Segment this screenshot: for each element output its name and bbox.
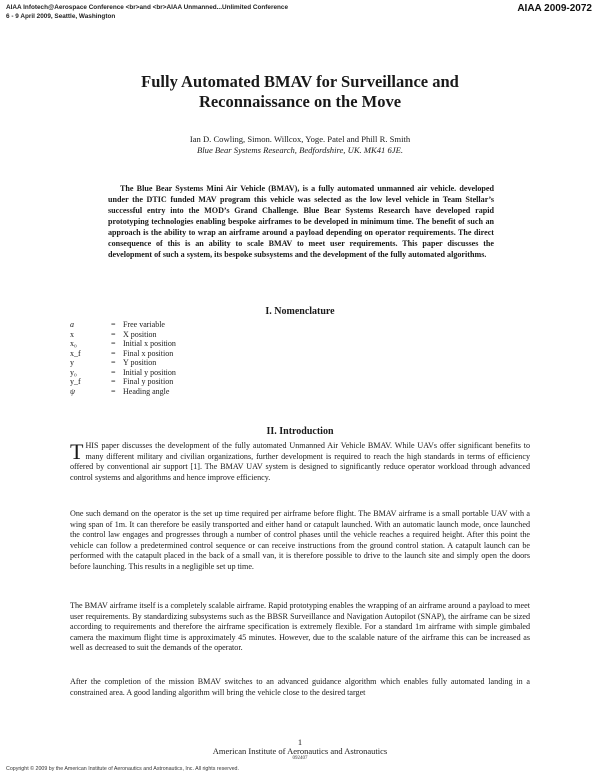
author-affiliation: Blue Bear Systems Research, Bedfordshire, UK. MK41 6JE. [197,145,403,155]
nomenclature-row [70,368,176,378]
nomenclature-equals: = [111,329,116,339]
conference-date: 6 - 9 April 2009, Seattle, Washington [6,12,116,20]
nomenclature-description: X position [123,329,157,339]
title-line-1: Fully Automated BMAV for Surveillance and [141,72,459,91]
footer-organization: American Institute of Aeronautics and Astronautics [212,746,388,756]
paper-title [60,72,540,112]
nomenclature-description: Initial x position [123,339,176,348]
author-names: Ian D. Cowling, Simon. Willcox, Yoge. Patel and Phill R. Smith [189,134,411,144]
nomenclature-description: Y position [123,358,157,367]
nomenclature-table [70,320,176,396]
abstract: The Blue Bear Systems Mini Air Vehicle (BMAV), is a fully automated unmanned air vehicle. developed under the DTIC funded MAV program this vehicle was selected as the low level vehicle in Team Stellar’s successful entry into the MOD’s Grand Challenge. Blue Bear Systems Research have developed rapid prototyping technologies enabling bespoke airframes to be developed in minimum time. The benefit of such an approach is the ability to wrap an airframe around a payload depending on operator requirements. The direct consequence of this is an ability to scale BMAV to meet user requirements. This paper discusses the development of such a system, its bespoke subsystems and the development of the fully automated algorithms. [108,184,494,259]
nomenclature-equals: = [111,358,116,367]
intro-paragraph-3: The BMAV airframe itself is a completely scalable airframe. Rapid prototyping enables the wrapping of an airframe around a payload to meet user requirements. By standardizing subsystems such as the BBSR Surveillance and Navigation Autopilot (SNAP), the airframe can be sized according to requirements and therefore the airframe specification is extremely flexible. For a standard 1m airframe with simple gimbaled camera the maximum flight time is approximately 45 minutes. However, due to the scalable nature of the airframe this can be increased as well as decreased to suit the demands of the operator. [70,601,530,652]
intro-paragraph-2: One such demand on the operator is the set up time required per airframe before flight. The BMAV airframe is a small portable UAV with a wing span of 1m. It can therefore be easily transported and either hand or catapult launched. With an automatic launch mode, once launched the control law engages and progresses through a number of control phases until the vehicle reaches a required height. After this point the vehicle can follow a predetermined control sequence or can receive instructions from the ground control station. A catapult launch can be performed with the catapult placed in the back of a small van, it is therefore possible to drive to the launch site and simply open the doors before launching. This results in a negligible set up time. [70,509,530,571]
nomenclature-description: Free variable [123,320,165,329]
nomenclature-row [70,339,176,349]
nomenclature-equals: = [111,320,116,329]
nomenclature-symbol: x₀ [70,339,77,348]
nomenclature-symbol: x [70,329,74,339]
conference-header [6,4,426,21]
nomenclature-equals: = [111,367,116,377]
page-number: 1 [297,737,303,747]
nomenclature-equals: = [111,348,116,358]
nomenclature-description: Final y position [123,377,174,386]
nomenclature-symbol: ψ [70,386,75,396]
intro-paragraph-4: After the completion of the mission BMAV switches to an advanced guidance algorithm which enables fully automated landing in a constrained area. A good landing algorithm will bring the vehicle close to the desired target [70,677,530,697]
conference-line: AIAA Infotech@Aerospace Conference <br>and <br>AIAA Unmanned...Unlimited Conference [6,4,289,11]
copyright-notice: Copyright © 2009 by the American Institute of Aeronautics and Astronautics, Inc. All rights reserved. [6,766,239,772]
nomenclature-row [70,358,176,368]
nomenclature-row [70,320,176,330]
title-line-2: Reconnaissance on the Move [198,92,402,111]
section-heading-introduction: II. Introduction [266,426,334,437]
nomenclature-row [70,349,176,359]
nomenclature-equals: = [111,386,116,396]
intro-paragraph-1-text: HIS paper discusses the development of the fully automated Unmanned Air Vehicle BMAV. While UAVs offer significant benefits to many different military and civilian organizations, further development is required to reach the high standards in terms of efficiency offered by conventional air support [1]. The BMAV UAV system is designed to significantly reduce operator workload through advanced control systems and algorithms and hence improve efficiency. [70,441,530,482]
nomenclature-symbol: a [70,320,74,329]
nomenclature-description: Initial y position [123,367,176,377]
nomenclature-description: Heading angle [123,386,170,396]
nomenclature-symbol: y_f [70,377,81,386]
drop-cap: T [70,439,84,464]
paper-number: AIAA 2009-2072 [517,3,592,14]
intro-paragraph-1 [70,441,530,483]
nomenclature-symbol: y [70,358,74,367]
nomenclature-row [70,387,176,397]
section-heading-nomenclature: I. Nomenclature [265,306,335,317]
nomenclature-equals: = [111,339,116,348]
nomenclature-symbol: x_f [70,348,81,358]
nomenclature-row [70,377,176,387]
footer-code: 092407 [292,756,308,761]
nomenclature-symbol: y₀ [70,367,77,377]
nomenclature-row [70,330,176,340]
nomenclature-equals: = [111,377,116,386]
nomenclature-description: Final x position [123,348,174,358]
author-block [60,134,540,156]
